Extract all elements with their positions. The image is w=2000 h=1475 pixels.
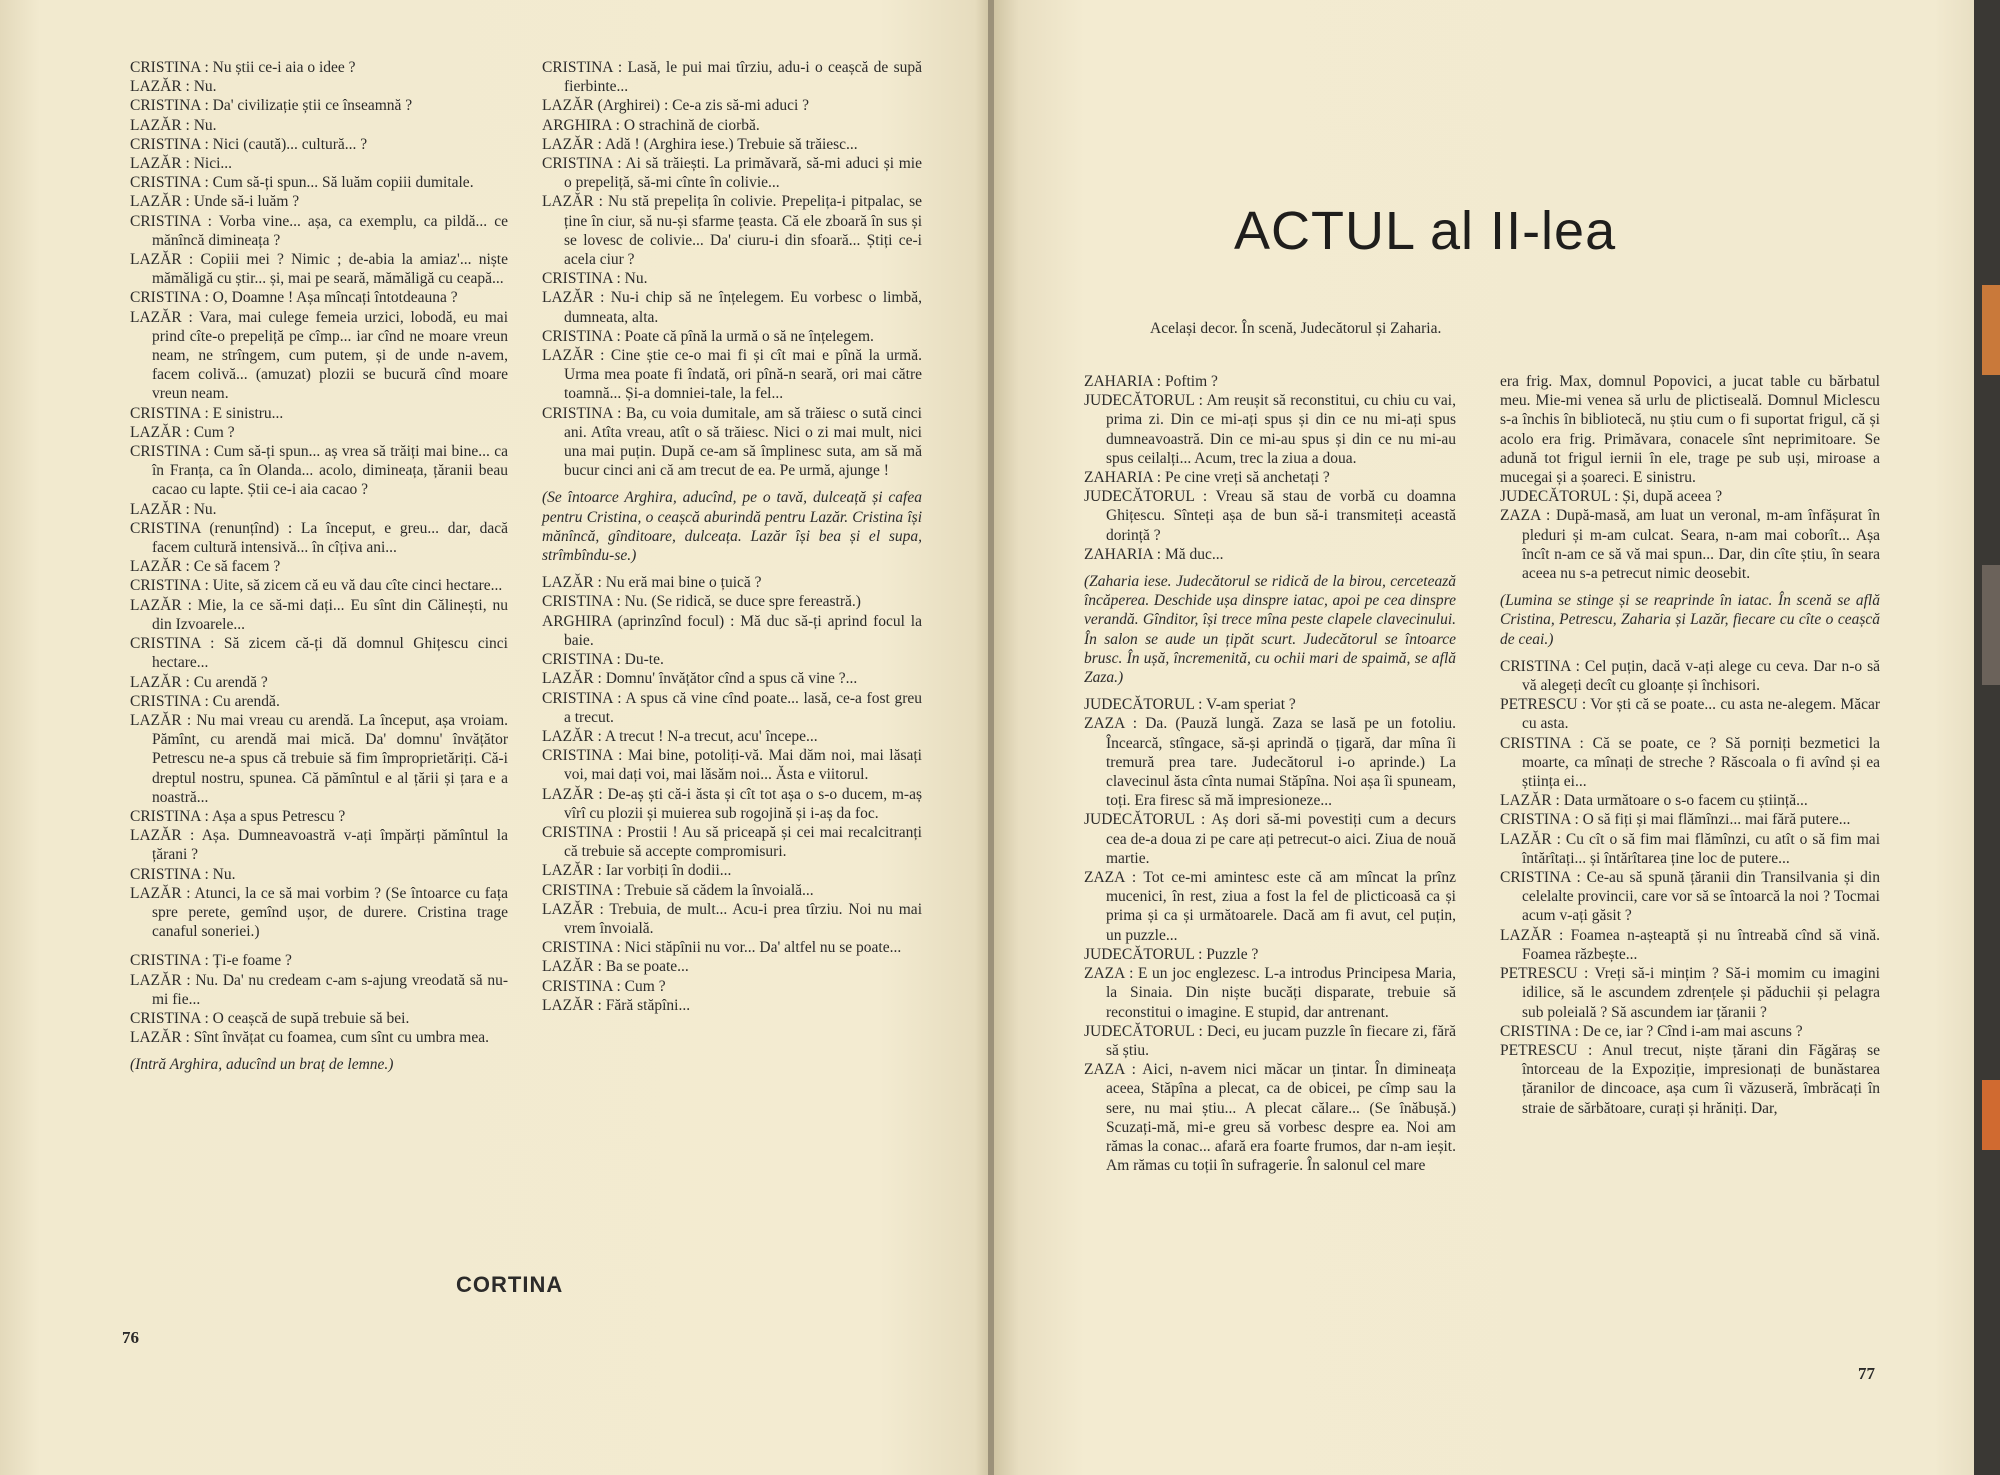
dialogue-line: ZAZA : După-masă, am luat un veronal, m-am înfășurat în pleduri și m-am culcat. Seara, n-am mai coborît... Așa încît n-am ce să vă mai spun... Dar, din cîte știu, în seara aceea nu s-a petrecut nimic deosebit. bbox=[1500, 507, 1880, 583]
dialogue-line: LAZĂR : Nu. bbox=[130, 500, 217, 518]
dialogue-line: CRISTINA : Nu știi ce-i aia o idee ? bbox=[130, 59, 356, 76]
dialogue-line: LAZĂR : Mie, la ce să-mi dați... Eu sînt din Călinești, nu din Izvoarele... bbox=[130, 596, 508, 633]
page-tab-dark bbox=[1982, 565, 2000, 685]
dialogue-line: LAZĂR : Cu arendă ? bbox=[130, 673, 268, 691]
dialogue-line: LAZĂR : Vara, mai culege femeia urzici, lobodă, eu mai prind cîte-o prepeliță pe cîmp... iar cînd ne moare vreun neam, ne strîngem, cum putem, și de unde n-avem, facem colivă... (amuzat) plozii se bucură cînd moare vreun neam. bbox=[130, 308, 508, 403]
dialogue-line: LAZĂR : Nu eră mai bine o țuică ? bbox=[542, 574, 762, 592]
stage-direction: (Zaharia iese. Judecătorul se ridică de la birou, cercetează încăperea. Deschide ușa dinspre iatac, apoi pe cea dinspre verandă. Gînditor, își trece mîna peste clapele clavecinului. În salon se aude un țipăt scurt. Judecătorul se întoarce brusc. În ușă, încremenită, cu ochii mari de spaimă, se află Zaza.) bbox=[1084, 573, 1456, 687]
dialogue-line: CRISTINA : Că se poate, ce ? Să porniți bezmetici la moarte, ca mînați de streche ? Răscoala o fi avînd și ea știința ei... bbox=[1500, 734, 1880, 791]
left-page bbox=[0, 0, 990, 1475]
dialogue-line: LAZĂR : Sînt învățat cu foamea, cum sînt cu umbra mea. bbox=[130, 1029, 489, 1047]
dialogue-line: JUDECĂTORUL : Puzzle ? bbox=[1084, 945, 1259, 963]
dialogue-line: JUDECĂTORUL : Deci, eu jucam puzzle în fiecare zi, fără să știu. bbox=[1084, 1022, 1456, 1059]
stage-direction: (Intră Arghira, aducînd un braț de lemne.) bbox=[130, 1056, 394, 1074]
dialogue-line: CRISTINA : Vorba vine... așa, ca exemplu, ca pildă... ce mănîncă dimineața ? bbox=[130, 212, 508, 249]
page-tab-orange bbox=[1982, 285, 2000, 375]
dialogue-line: CRISTINA : O, Doamne ! Așa mîncați întotdeauna ? bbox=[130, 289, 458, 307]
dialogue-line: JUDECĂTORUL : V-am speriat ? bbox=[1084, 696, 1296, 714]
dialogue-line: CRISTINA : O ceașcă de supă trebuie să bei. bbox=[130, 1009, 410, 1027]
dialogue-line: LAZĂR : Ba se poate... bbox=[542, 958, 689, 976]
dialogue-line: LAZĂR : Cum ? bbox=[130, 423, 235, 441]
dialogue-line: JUDECĂTORUL : Aș dori să-mi povestiți cum a decurs cea de-a doua zi pe care ați petrecut-o aici. Ziua de nouă martie. bbox=[1084, 811, 1456, 867]
dialogue-line: CRISTINA : Așa a spus Petrescu ? bbox=[130, 807, 346, 825]
dialogue-line: ZAZA : E un joc englezesc. L-a introdus Principesa Maria, la Sinaia. Din niște bucăți disparate, trebuie să reconstitui o imagine. E stupid, dar antrenant. bbox=[1084, 965, 1456, 1021]
dialogue-line: CRISTINA : E sinistru... bbox=[130, 404, 284, 422]
stage-setting: Același decor. În scenă, Judecătorul și Zaharia. bbox=[1150, 320, 1442, 337]
dialogue-line: CRISTINA : O să fiți și mai flămînzi... mai fără putere... bbox=[1500, 811, 1851, 829]
dialogue-line: LAZĂR : Nu. bbox=[130, 78, 217, 96]
dialogue-line: ZAHARIA : Mă duc... bbox=[1084, 545, 1224, 563]
dialogue-line: CRISTINA : Du-te. bbox=[542, 651, 664, 669]
dialogue-line: CRISTINA : Uite, să zicem că eu vă dau cîte cinci hectare... bbox=[130, 577, 503, 595]
dialogue-line: LAZĂR : Nu. Da' nu credeam c-am s-ajung vreodată să nu-mi fie... bbox=[130, 971, 508, 1008]
right-column-2 bbox=[1500, 372, 1880, 1118]
dialogue-line: CRISTINA : Ce-au să spună țăranii din Transilvania și din celelalte provincii, care vor să se întoarcă la noi ? Tocmai acum v-ați găsit ? bbox=[1500, 869, 1880, 925]
left-column-1 bbox=[130, 58, 508, 1083]
dialogue-line: LAZĂR : Trebuia, de mult... Acu-i prea tîrziu. Noi nu mai vrem învoială. bbox=[542, 900, 922, 937]
dialogue-line: PETRESCU : Anul trecut, niște țărani din Făgăraș se întorceau de la Expoziție, impresionați de bunăstarea țăranilor de dincoace, așa cum îi văzuseră, îmbrăcați în straie de sărbătoare, curați și hrăniți. Dar, bbox=[1500, 1041, 1880, 1117]
dialogue-line: ARGHIRA (aprinzînd focul) : Mă duc să-ți aprind focul la baie. bbox=[542, 612, 922, 649]
right-column-1 bbox=[1084, 372, 1456, 1175]
act-title: ACTUL al II-lea bbox=[1234, 201, 1617, 261]
stage-direction: (Se întoarce Arghira, aducînd, pe o tavă, dulceață și cafea pentru Cristina, o ceașcă aburindă pentru Lazăr. Cristina își mănîncă, gînditoare, dulceața. Lazăr își bea și el supa, strîmbîndu-se.) bbox=[542, 489, 922, 565]
dialogue-line: CRISTINA : Ți-e foame ? bbox=[130, 952, 292, 970]
dialogue-line: CRISTINA : Cum ? bbox=[542, 977, 666, 995]
dialogue-line: CRISTINA : Nu. (Se ridică, se duce spre fereastră.) bbox=[542, 593, 861, 611]
dialogue-line: CRISTINA : Cum să-ți spun... Să luăm copiii dumitale. bbox=[130, 174, 474, 192]
dialogue-line: LAZĂR : Fără stăpîni... bbox=[542, 996, 691, 1014]
dialogue-line: CRISTINA : Trebuie să cădem la învoială... bbox=[542, 881, 814, 899]
left-column-2 bbox=[542, 58, 922, 1015]
dialogue-line: LAZĂR : Data următoare o s-o facem cu știință... bbox=[1500, 792, 1808, 810]
dialogue-line: CRISTINA : Da' civilizație știi ce înseamnă ? bbox=[130, 97, 413, 115]
dialogue-line: LAZĂR : Adă ! (Arghira iese.) Trebuie să trăiesc... bbox=[542, 135, 858, 153]
dialogue-line: LAZĂR : Cu cît o să fim mai flămînzi, cu atît o să fim mai întărîtați... și întărîtarea ține loc de putere... bbox=[1500, 830, 1880, 867]
dialogue-line: LAZĂR : Unde să-i luăm ? bbox=[130, 193, 300, 211]
book-edge bbox=[1974, 0, 2000, 1475]
dialogue-line: ZAHARIA : Poftim ? bbox=[1084, 373, 1218, 390]
dialogue-line: CRISTINA : Nici stăpînii nu vor... Da' altfel nu se poate... bbox=[542, 939, 902, 957]
dialogue-line: ZAZA : Tot ce-mi amintesc este că am mîncat la prînz mucenici, în rest, ziua a fost la fel de plicticoasă ca și prima și ca și următoarele. Dacă am fi avut, cel puțin, un puzzle... bbox=[1084, 869, 1456, 944]
dialogue-line: LAZĂR (Arghirei) : Ce-a zis să-mi aduci ? bbox=[542, 97, 810, 115]
dialogue-line: LAZĂR : Foamea n-așteaptă și nu întreabă cînd să vină. Foamea răzbește... bbox=[1500, 926, 1880, 963]
dialogue-line: LAZĂR : A trecut ! N-a trecut, acu' începe... bbox=[542, 727, 818, 745]
dialogue-line: LAZĂR : Nici... bbox=[130, 155, 233, 173]
dialogue-line: CRISTINA : Nici (caută)... cultură... ? bbox=[130, 135, 368, 153]
dialogue-line: JUDECĂTORUL : Am reușit să reconstitui, cu chiu cu vai, prima zi. Din ce mi-ați spus și din ce nu mi-ați spus dumneavoastră. Din ce mi-au spus și din ce nu mi-au spus ceilalți... Acum, trec la ziua a doua. bbox=[1084, 392, 1456, 467]
dialogue-line: PETRESCU : Vreți să-i mințim ? Să-i momim cu imagini idilice, să le ascundem zdrențele și păduchii și pelagra sub poleială ? Să ascundem iar țăranii ? bbox=[1500, 965, 1880, 1021]
dialogue-line: LAZĂR : Atunci, la ce să mai vorbim ? (Se întoarce cu fața spre perete, gemînd ușor, de durere. Cristina trage canaful soneriei.) bbox=[130, 884, 508, 941]
dialogue-line: PETRESCU : Vor ști că se poate... cu asta ne-alegem. Măcar cu asta. bbox=[1500, 696, 1880, 733]
page-number-right: 77 bbox=[1858, 1364, 1875, 1383]
dialogue-line: CRISTINA : Mai bine, potoliți-vă. Mai dăm noi, mai lăsați voi, mai dați voi, mai lăsăm noi... Ăsta e viitorul. bbox=[542, 747, 922, 784]
dialogue-line: era frig. Max, domnul Popovici, a jucat table cu bărbatul meu. Mie-mi venea să urlu de plictiseală. Domnul Miclescu s-a închis în bibliotecă, nu știu cum o fi suportat frigul, că și acolo era frig. Primăvara, conacele sînt neprimitoare. Se adună tot frigul iernii în ele, trage pe sub uși, miroase a mucegai și a șoareci. E sinistru. bbox=[1500, 373, 1880, 487]
dialogue-line: CRISTINA : A spus că vine cînd poate... lasă, ce-a fost greu a trecut. bbox=[542, 689, 922, 726]
dialogue-line: LAZĂR : Așa. Dumneavoastră v-ați împărți pămîntul la țărani ? bbox=[130, 827, 508, 864]
dialogue-line: CRISTINA : Poate că pînă la urmă o să ne înțelegem. bbox=[542, 327, 874, 345]
dialogue-line: CRISTINA (renunțînd) : La început, e greu... dar, dacă facem cultură intensivă... în cîțiva ani... bbox=[130, 519, 508, 557]
stage-direction: (Lumina se stinge și se reaprinde în iatac. În scenă se află Cristina, Petrescu, Zaharia și Lazăr, fiecare cu cîte o ceașcă de ceai.) bbox=[1500, 592, 1880, 648]
dialogue-line: CRISTINA : Cu arendă. bbox=[130, 692, 280, 710]
dialogue-line: LAZĂR : Copiii mei ? Nimic ; de-abia la amiaz'... niște mămăligă cu știr... și, mai pe seară, mămăligă cu ceapă... bbox=[130, 251, 508, 288]
dialogue-line: CRISTINA : Să zicem că-ți dă domnul Ghițescu cinci hectare... bbox=[130, 635, 508, 672]
dialogue-line: LAZĂR : Nu mai vreau cu arendă. La început, așa vroiam. Pămînt, cu arendă mai mică. Da' domnu' învățător Petrescu ne-a spus că trebuie să fim împroprietăriți. Că-i dreptul nostru, spunea. Că pămîntul e al țării și țara e a noastră... bbox=[130, 711, 508, 806]
curtain-label: CORTINA bbox=[456, 1272, 564, 1297]
dialogue-line: CRISTINA : De ce, iar ? Cînd i-am mai ascuns ? bbox=[1500, 1022, 1803, 1040]
dialogue-line: LAZĂR : Cine știe ce-o mai fi și cît mai e pînă la urmă. Urma mea poate fi îndată, ori pînă-n seară, ori mai către toamnă... Și-a domniei-tale, la fel... bbox=[542, 347, 922, 403]
dialogue-line: CRISTINA : Ai să trăiești. La primăvară, să-mi aduci și mie o prepeliță, să-mi cînte în colivie... bbox=[542, 155, 922, 192]
dialogue-line: ZAZA : Da. (Pauză lungă. Zaza se lasă pe un fotoliu. Încearcă, stîngace, să-și aprindă o țigară, dar mîna îi tremură prea tare. Judecătorul i-o aprinde.) La clavecinul ăsta cînta numai Stăpîna. Noi așa îi spuneam, toți. Era firesc să mă impresioneze... bbox=[1084, 715, 1456, 810]
dialogue-line: LAZĂR : De-aș ști că-i ăsta și cît tot așa o s-o ducem, m-aș vîrî cu plozii și muierea sub rogojină și i-aș da foc. bbox=[542, 785, 922, 822]
dialogue-line: LAZĂR : Domnu' învățător cînd a spus că vine ?... bbox=[542, 670, 858, 688]
dialogue-line: LAZĂR : Nu. bbox=[130, 116, 217, 134]
dialogue-line: CRISTINA : Cum să-ți spun... aș vrea să trăiți mai bine... ca în Franța, ca în Olanda... acolo, dimineața, țăranii beau cacao cu lapte. Știi ce-i aia cacao ? bbox=[130, 443, 508, 499]
dialogue-line: CRISTINA : Lasă, le pui mai tîrziu, adu-i o ceașcă de supă fierbinte... bbox=[542, 59, 922, 96]
dialogue-line: LAZĂR : Iar vorbiți în dodii... bbox=[542, 862, 732, 880]
dialogue-line: CRISTINA : Nu. bbox=[130, 865, 236, 883]
dialogue-line: LAZĂR : Nu-i chip să ne înțelegem. Eu vorbesc o limbă, dumneata, alta. bbox=[542, 289, 922, 326]
dialogue-line: ZAHARIA : Pe cine vreți să anchetați ? bbox=[1084, 469, 1330, 487]
page-tab-orange-2 bbox=[1982, 1080, 2000, 1150]
dialogue-line: JUDECĂTORUL : Și, după aceea ? bbox=[1500, 488, 1723, 506]
dialogue-line: ARGHIRA : O strachină de ciorbă. bbox=[542, 116, 760, 134]
dialogue-line: LAZĂR : Nu stă prepelița în colivie. Prepelița-i pitpalac, se ține în ciur, să nu-și sfarme țeasta. Că ele zboară în sus și se lovesc de colivie... Da' ciuru-i din sfoară... Știți ce-i acela ciur ? bbox=[542, 193, 922, 269]
dialogue-line: JUDECĂTORUL : Vreau să stau de vorbă cu doamna Ghițescu. Sînteți așa de bun să-i transmiteți această dorință ? bbox=[1084, 488, 1456, 544]
dialogue-line: CRISTINA : Ba, cu voia dumitale, am să trăiesc o sută cinci ani. Atîta vreau, atît o să trăiesc. Nici o zi mai mult, nici una mai puțin. După ce-am să împlinesc suta, am să mă bucur cinci ani că am trecut de ea. Pe urmă, ajunge ! bbox=[542, 404, 922, 480]
dialogue-line: CRISTINA : Nu. bbox=[542, 270, 648, 288]
dialogue-line: CRISTINA : Prostii ! Au să priceapă și cei mai recalcitranți că trebuie să accepte compromisuri. bbox=[542, 823, 922, 861]
dialogue-line: ZAZA : Aici, n-avem nici măcar un țintar. În dimineața aceea, Stăpîna a plecat, ca de obicei, pe cîmp sau la sere, nu mai știu... A plecat călare... (Se înăbușă.) Scuzați-mă, mi-e greu să vorbesc despre ea. Noi am rămas la conac... afară era foarte frumos, dar n-am ieșit. Am rămas cu toții în sufragerie. În salonul cel mare bbox=[1084, 1061, 1456, 1175]
page-number-left: 76 bbox=[122, 1328, 139, 1347]
right-page bbox=[994, 0, 1974, 1475]
dialogue-line: CRISTINA : Cel puțin, dacă v-ați alege cu ceva. Dar n-o să vă alegeți decît cu gloanțe și închisori. bbox=[1500, 657, 1880, 695]
dialogue-line: LAZĂR : Ce să facem ? bbox=[130, 558, 281, 576]
